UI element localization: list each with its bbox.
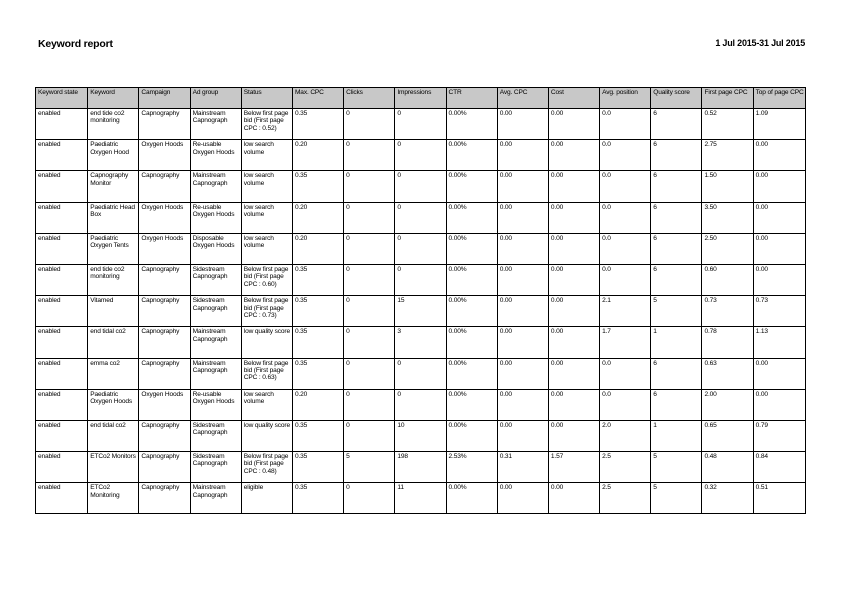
table-cell: 0.20 xyxy=(292,140,343,171)
date-range: 1 Jul 2015-31 Jul 2015 xyxy=(715,38,805,48)
table-cell: 5 xyxy=(651,296,702,327)
table-cell: 0.00 xyxy=(548,296,599,327)
table-cell: 2.1 xyxy=(600,296,651,327)
table-cell: 0.0 xyxy=(600,358,651,389)
table-cell: 198 xyxy=(395,452,446,483)
table-cell: 0.00% xyxy=(446,483,497,514)
table-cell: 1 xyxy=(651,327,702,358)
table-cell: 0.00 xyxy=(753,264,805,295)
table-cell: Capnography xyxy=(139,109,190,140)
table-cell: enabled xyxy=(36,327,88,358)
table-cell: 0.00% xyxy=(446,358,497,389)
table-cell: 1.50 xyxy=(702,171,753,202)
column-header: Quality score xyxy=(651,88,702,109)
table-cell: Capnography xyxy=(139,452,190,483)
table-cell: 0.00 xyxy=(548,140,599,171)
table-cell: enabled xyxy=(36,296,88,327)
table-cell: Capnography xyxy=(139,296,190,327)
table-cell: 1.13 xyxy=(753,327,805,358)
table-cell: low search volume xyxy=(241,202,292,233)
table-cell: 1 xyxy=(651,420,702,451)
table-cell: 0.60 xyxy=(702,264,753,295)
column-header: Max. CPC xyxy=(292,88,343,109)
table-cell: Paediatric Head Box xyxy=(88,202,139,233)
table-cell: Below first page bid (First page CPC : 0.73) xyxy=(241,296,292,327)
table-cell: low search volume xyxy=(241,389,292,420)
table-cell: 0.00 xyxy=(548,483,599,514)
table-cell: eligible xyxy=(241,483,292,514)
column-header: Avg. position xyxy=(600,88,651,109)
table-cell: 0 xyxy=(344,109,395,140)
table-cell: 5 xyxy=(344,452,395,483)
table-cell: 0.00% xyxy=(446,264,497,295)
table-cell: 0.35 xyxy=(292,264,343,295)
table-cell: 0 xyxy=(344,264,395,295)
table-cell: enabled xyxy=(36,389,88,420)
table-cell: 0.35 xyxy=(292,358,343,389)
keyword-table xyxy=(35,87,806,514)
table-cell: enabled xyxy=(36,264,88,295)
table-cell: 1.09 xyxy=(753,109,805,140)
table-cell: 0 xyxy=(344,358,395,389)
table-cell: 0.00 xyxy=(548,171,599,202)
table-cell: Oxygen Hoods xyxy=(139,233,190,264)
table-cell: enabled xyxy=(36,358,88,389)
table-cell: 0.00 xyxy=(497,389,548,420)
table-body xyxy=(36,109,806,514)
table-cell: 0.35 xyxy=(292,296,343,327)
table-cell: enabled xyxy=(36,452,88,483)
table-cell: low quality score xyxy=(241,420,292,451)
table-cell: 0 xyxy=(344,202,395,233)
table-cell: 1.57 xyxy=(548,452,599,483)
table-cell: 0 xyxy=(344,389,395,420)
table-cell: 0.0 xyxy=(600,171,651,202)
table-cell: 0.00% xyxy=(446,389,497,420)
table-cell: 0.0 xyxy=(600,140,651,171)
table-cell: 0.00% xyxy=(446,140,497,171)
table-cell: 0.35 xyxy=(292,452,343,483)
table-cell: ETCo2 Monitors xyxy=(88,452,139,483)
table-row xyxy=(36,389,806,420)
table-cell: 1.7 xyxy=(600,327,651,358)
table-cell: 0.00% xyxy=(446,202,497,233)
table-row xyxy=(36,202,806,233)
table-row xyxy=(36,264,806,295)
column-header: First page CPC xyxy=(702,88,753,109)
table-row xyxy=(36,420,806,451)
table-cell: Sidestream Capnograph xyxy=(190,264,241,295)
table-cell: 6 xyxy=(651,109,702,140)
table-cell: Below first page bid (First page CPC : 0.63) xyxy=(241,358,292,389)
table-cell: 2.0 xyxy=(600,420,651,451)
table-cell: 0 xyxy=(344,140,395,171)
table-cell: Paediatric Oxygen Hood xyxy=(88,140,139,171)
table-cell: 0.00 xyxy=(548,389,599,420)
table-cell: 0 xyxy=(344,233,395,264)
table-cell: 0.00% xyxy=(446,327,497,358)
column-header: Clicks xyxy=(344,88,395,109)
table-cell: 0.35 xyxy=(292,171,343,202)
table-cell: Mainstream Capnograph xyxy=(190,327,241,358)
table-cell: 0.0 xyxy=(600,109,651,140)
table-cell: 0.00 xyxy=(548,109,599,140)
table-cell: 0.84 xyxy=(753,452,805,483)
column-header: Impressions xyxy=(395,88,446,109)
table-cell: 0.73 xyxy=(753,296,805,327)
table-cell: 0.00 xyxy=(548,264,599,295)
table-cell: 0 xyxy=(395,389,446,420)
column-header: Avg. CPC xyxy=(497,88,548,109)
table-cell: 5 xyxy=(651,483,702,514)
table-cell: 0.00 xyxy=(548,202,599,233)
table-cell: emma co2 xyxy=(88,358,139,389)
table-cell: low search volume xyxy=(241,140,292,171)
table-cell: 0.0 xyxy=(600,233,651,264)
table-cell: Re-usable Oxygen Hoods xyxy=(190,140,241,171)
table-cell: 0.00% xyxy=(446,296,497,327)
table-cell: 2.00 xyxy=(702,389,753,420)
table-row xyxy=(36,358,806,389)
column-header: Ad group xyxy=(190,88,241,109)
table-cell: 0 xyxy=(344,327,395,358)
table-cell: 0.00 xyxy=(497,420,548,451)
table-row xyxy=(36,233,806,264)
table-cell: 6 xyxy=(651,202,702,233)
table-cell: 0.00% xyxy=(446,171,497,202)
table-cell: 6 xyxy=(651,389,702,420)
table-cell: Oxygen Hoods xyxy=(139,140,190,171)
table-row xyxy=(36,296,806,327)
table-cell: 0.00 xyxy=(497,171,548,202)
table-cell: Sidestream Capnograph xyxy=(190,420,241,451)
table-cell: 0 xyxy=(395,171,446,202)
table-cell: Below first page bid (First page CPC : 0.60) xyxy=(241,264,292,295)
table-cell: 3 xyxy=(395,327,446,358)
table-cell: 0.00 xyxy=(753,202,805,233)
table-cell: Oxygen Hoods xyxy=(139,389,190,420)
table-cell: Paediatric Oxygen Tents xyxy=(88,233,139,264)
table-cell: Capnography xyxy=(139,420,190,451)
table-cell: 0 xyxy=(395,358,446,389)
table-cell: 0.35 xyxy=(292,327,343,358)
table-cell: 0.0 xyxy=(600,264,651,295)
table-cell: 0.00 xyxy=(497,109,548,140)
table-cell: enabled xyxy=(36,109,88,140)
table-cell: 11 xyxy=(395,483,446,514)
table-cell: Sidestream Capnograph xyxy=(190,296,241,327)
table-cell: Mainstream Capnograph xyxy=(190,358,241,389)
table-cell: Capnography Monitor xyxy=(88,171,139,202)
table-cell: 0.0 xyxy=(600,389,651,420)
table-cell: 0.00 xyxy=(497,233,548,264)
table-cell: 0.35 xyxy=(292,109,343,140)
table-cell: 0.00 xyxy=(548,358,599,389)
table-row xyxy=(36,452,806,483)
table-cell: Re-usable Oxygen Hoods xyxy=(190,202,241,233)
column-header: Status xyxy=(241,88,292,109)
table-cell: end tide co2 monitoring xyxy=(88,109,139,140)
table-cell: 0.00 xyxy=(497,483,548,514)
table-cell: 0.00 xyxy=(548,233,599,264)
table-cell: 0 xyxy=(344,483,395,514)
table-cell: Sidestream Capnograph xyxy=(190,452,241,483)
table-cell: 0.00 xyxy=(497,140,548,171)
table-cell: enabled xyxy=(36,140,88,171)
table-cell: enabled xyxy=(36,420,88,451)
table-cell: 0.52 xyxy=(702,109,753,140)
table-cell: 6 xyxy=(651,171,702,202)
table-row xyxy=(36,483,806,514)
table-cell: Vitamed xyxy=(88,296,139,327)
table-header-row xyxy=(36,88,806,109)
table-row xyxy=(36,327,806,358)
table-cell: low search volume xyxy=(241,171,292,202)
table-cell: Mainstream Capnograph xyxy=(190,171,241,202)
table-cell: 2.5 xyxy=(600,483,651,514)
table-cell: Below first page bid (First page CPC : 0.52) xyxy=(241,109,292,140)
table-cell: 0.00 xyxy=(548,327,599,358)
table-cell: 0.20 xyxy=(292,233,343,264)
table-cell: 0.35 xyxy=(292,483,343,514)
table-row xyxy=(36,171,806,202)
report-title: Keyword report xyxy=(38,38,113,50)
table-cell: 0 xyxy=(395,140,446,171)
table-cell: 0.31 xyxy=(497,452,548,483)
table-cell: 0.32 xyxy=(702,483,753,514)
table-cell: Capnography xyxy=(139,327,190,358)
table-cell: 0.00 xyxy=(548,420,599,451)
table-cell: 0.00 xyxy=(497,296,548,327)
table-cell: 0.00 xyxy=(497,358,548,389)
table-cell: Capnography xyxy=(139,171,190,202)
column-header: Keyword xyxy=(88,88,139,109)
table-cell: 0 xyxy=(344,420,395,451)
table-cell: 15 xyxy=(395,296,446,327)
table-cell: 0 xyxy=(395,202,446,233)
table-cell: 0 xyxy=(344,296,395,327)
table-cell: enabled xyxy=(36,483,88,514)
table-cell: 2.5 xyxy=(600,452,651,483)
table-cell: 0.78 xyxy=(702,327,753,358)
table-cell: 0.63 xyxy=(702,358,753,389)
table-cell: enabled xyxy=(36,202,88,233)
table-cell: 0.51 xyxy=(753,483,805,514)
table-cell: 0.73 xyxy=(702,296,753,327)
table-cell: Mainstream Capnograph xyxy=(190,109,241,140)
table-cell: Disposable Oxygen Hoods xyxy=(190,233,241,264)
table-cell: ETCo2 Monitoring xyxy=(88,483,139,514)
table-cell: 0.0 xyxy=(600,202,651,233)
column-header: Campaign xyxy=(139,88,190,109)
table-cell: 0.35 xyxy=(292,420,343,451)
table-cell: 5 xyxy=(651,452,702,483)
table-cell: 3.50 xyxy=(702,202,753,233)
table-cell: 6 xyxy=(651,140,702,171)
table-cell: 0 xyxy=(395,264,446,295)
table-row xyxy=(36,109,806,140)
table-cell: 0.00 xyxy=(753,358,805,389)
table-cell: 6 xyxy=(651,233,702,264)
table-cell: 0.00 xyxy=(497,327,548,358)
table-cell: Paediatric Oxygen Hoods xyxy=(88,389,139,420)
table-cell: 0.20 xyxy=(292,389,343,420)
table-cell: low quality score xyxy=(241,327,292,358)
table-cell: end tide co2 monitoring xyxy=(88,264,139,295)
table-cell: Mainstream Capnograph xyxy=(190,483,241,514)
table-cell: 0 xyxy=(344,171,395,202)
table-cell: 0.00 xyxy=(497,202,548,233)
table-cell: 0.79 xyxy=(753,420,805,451)
table-cell: 0.48 xyxy=(702,452,753,483)
column-header: Keyword state xyxy=(36,88,88,109)
table-cell: 2.75 xyxy=(702,140,753,171)
table-cell: 0.00% xyxy=(446,109,497,140)
table-cell: 0 xyxy=(395,233,446,264)
table-cell: 6 xyxy=(651,264,702,295)
table-cell: end tidal co2 xyxy=(88,420,139,451)
table-cell: 0 xyxy=(395,109,446,140)
table-cell: 2.50 xyxy=(702,233,753,264)
table-cell: enabled xyxy=(36,171,88,202)
table-cell: 2.53% xyxy=(446,452,497,483)
table-cell: 0.20 xyxy=(292,202,343,233)
table-cell: Capnography xyxy=(139,483,190,514)
table-cell: 0.00% xyxy=(446,420,497,451)
table-cell: Oxygen Hoods xyxy=(139,202,190,233)
table-cell: 10 xyxy=(395,420,446,451)
table-cell: Capnography xyxy=(139,264,190,295)
table-cell: 0.00 xyxy=(497,264,548,295)
table-cell: low search volume xyxy=(241,233,292,264)
table-cell: 0.65 xyxy=(702,420,753,451)
table-cell: Capnography xyxy=(139,358,190,389)
table-cell: Below first page bid (First page CPC : 0.48) xyxy=(241,452,292,483)
table-cell: 0.00 xyxy=(753,233,805,264)
table-cell: 0.00 xyxy=(753,171,805,202)
table-row xyxy=(36,140,806,171)
column-header: CTR xyxy=(446,88,497,109)
table-cell: enabled xyxy=(36,233,88,264)
column-header: Top of page CPC xyxy=(753,88,805,109)
column-header: Cost xyxy=(548,88,599,109)
table-cell: Re-usable Oxygen Hoods xyxy=(190,389,241,420)
table-cell: end tidal co2 xyxy=(88,327,139,358)
table-cell: 6 xyxy=(651,358,702,389)
table-cell: 0.00 xyxy=(753,389,805,420)
table-cell: 0.00 xyxy=(753,140,805,171)
table-cell: 0.00% xyxy=(446,233,497,264)
